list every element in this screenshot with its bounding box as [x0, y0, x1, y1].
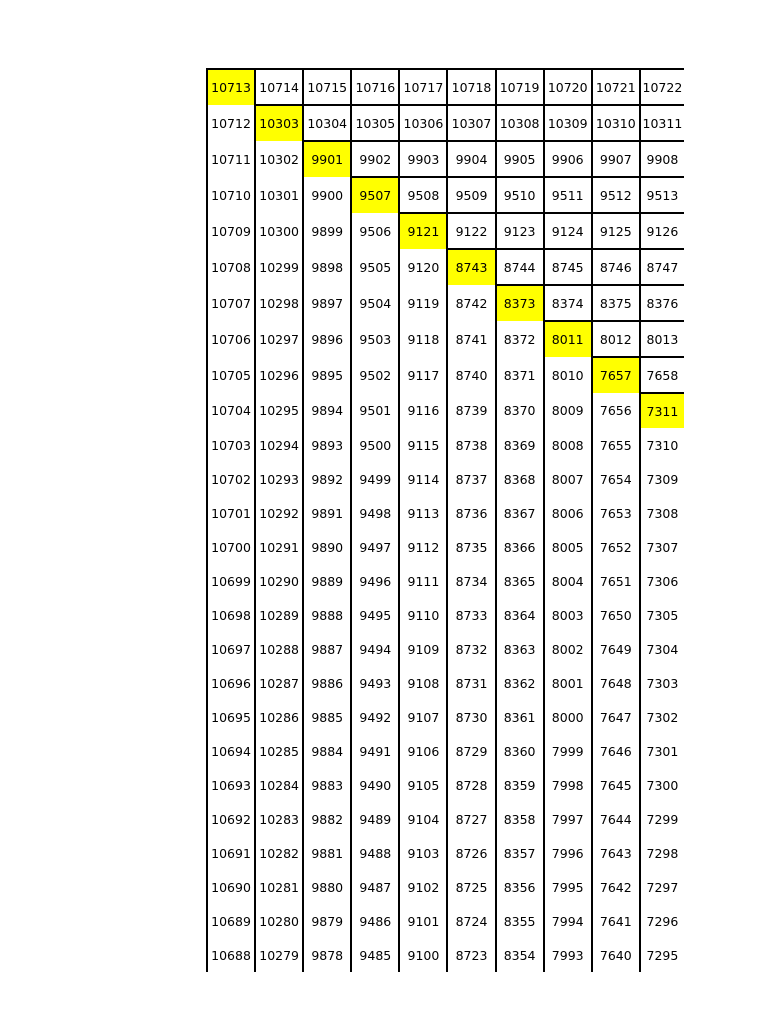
- grid-cell[interactable]: 8737: [447, 462, 495, 496]
- grid-row: [207, 357, 684, 393]
- grid-cell[interactable]: 9102: [399, 870, 447, 904]
- grid-cell[interactable]: 8009: [544, 393, 592, 428]
- grid-cell[interactable]: 7647: [592, 700, 640, 734]
- grid-cell[interactable]: 10293: [255, 462, 303, 496]
- grid-cell[interactable]: 7302: [646, 709, 679, 725]
- grid-cell[interactable]: 8732: [447, 632, 495, 666]
- grid-cell[interactable]: 9880: [303, 870, 351, 904]
- grid-cell[interactable]: 10695: [207, 700, 255, 734]
- grid-cell[interactable]: 9504: [351, 285, 399, 321]
- grid-row: [207, 321, 684, 357]
- grid-cell[interactable]: 7298: [646, 845, 679, 861]
- grid-cell[interactable]: 7642: [592, 870, 640, 904]
- grid-cell[interactable]: 8376: [640, 285, 684, 321]
- grid-cell[interactable]: 9905: [496, 141, 544, 177]
- grid-cell[interactable]: 10711: [207, 141, 255, 177]
- grid-cell[interactable]: 8007: [544, 462, 592, 496]
- grid-cell[interactable]: 8741: [447, 321, 495, 357]
- grid-cell[interactable]: 9881: [303, 836, 351, 870]
- grid-cell[interactable]: 8728: [447, 768, 495, 802]
- grid-cell[interactable]: 10709: [207, 213, 255, 249]
- grid-cell[interactable]: 10281: [255, 870, 303, 904]
- grid-cell[interactable]: 10280: [255, 904, 303, 938]
- grid-cell[interactable]: 9502: [351, 357, 399, 393]
- grid-cell[interactable]: 9494: [351, 632, 399, 666]
- grid-cell[interactable]: 9486: [351, 904, 399, 938]
- grid-cell[interactable]: 7640: [592, 938, 640, 972]
- grid-cell[interactable]: 8010: [544, 357, 592, 393]
- grid-cell[interactable]: 8733: [447, 598, 495, 632]
- grid-cell[interactable]: 10290: [255, 564, 303, 598]
- grid-cell[interactable]: 9110: [399, 598, 447, 632]
- grid-cell[interactable]: 10697: [207, 632, 255, 666]
- grid-cell[interactable]: 10308: [496, 105, 544, 141]
- grid-cell[interactable]: 7648: [592, 666, 640, 700]
- grid-cell[interactable]: 8738: [447, 428, 495, 462]
- highlighted-diagonal-cell[interactable]: 8743: [447, 249, 495, 285]
- grid-cell[interactable]: 8360: [496, 734, 544, 768]
- grid-cell[interactable]: 10704: [207, 393, 255, 428]
- grid-cell[interactable]: 10282: [255, 836, 303, 870]
- grid-cell[interactable]: 8369: [496, 428, 544, 462]
- grid-cell[interactable]: 7303: [646, 675, 679, 691]
- grid-row: [207, 393, 684, 428]
- grid-cell[interactable]: 8370: [496, 393, 544, 428]
- grid-cell[interactable]: 9904: [447, 141, 495, 177]
- grid-cell[interactable]: 8008: [544, 428, 592, 462]
- grid-cell[interactable]: 9882: [303, 802, 351, 836]
- grid-cell[interactable]: 8723: [447, 938, 495, 972]
- grid-cell[interactable]: 10304: [303, 105, 351, 141]
- spreadsheet-area: [206, 68, 684, 963]
- grid-cell[interactable]: 9493: [351, 666, 399, 700]
- grid-cell[interactable]: 7995: [544, 870, 592, 904]
- grid-cell[interactable]: 10284: [255, 768, 303, 802]
- grid-cell[interactable]: 9510: [496, 177, 544, 213]
- grid-cell[interactable]: 10693: [207, 768, 255, 802]
- grid-cell[interactable]: 10710: [207, 177, 255, 213]
- grid-cell[interactable]: 9103: [399, 836, 447, 870]
- grid-cell[interactable]: 9108: [399, 666, 447, 700]
- grid-cell[interactable]: 9498: [351, 496, 399, 530]
- grid-cell[interactable]: 8364: [496, 598, 544, 632]
- grid-cell[interactable]: 7645: [592, 768, 640, 802]
- grid-cell[interactable]: 9485: [351, 938, 399, 972]
- grid-cell[interactable]: 9495: [351, 598, 399, 632]
- grid-cell[interactable]: 7643: [592, 836, 640, 870]
- grid-row: [207, 69, 684, 105]
- grid-cell[interactable]: 9114: [399, 462, 447, 496]
- grid-cell[interactable]: 10706: [207, 321, 255, 357]
- grid-cell[interactable]: 7307: [646, 539, 679, 555]
- grid-cell[interactable]: 8366: [496, 530, 544, 564]
- grid-cell[interactable]: 10285: [255, 734, 303, 768]
- grid-cell[interactable]: 7652: [592, 530, 640, 564]
- grid-row: [207, 768, 684, 802]
- grid-cell[interactable]: 10295: [255, 393, 303, 428]
- grid-cell[interactable]: 9506: [351, 213, 399, 249]
- grid-cell[interactable]: 7997: [544, 802, 592, 836]
- grid-cell[interactable]: 9126: [640, 213, 684, 249]
- grid-cell[interactable]: 10699: [207, 564, 255, 598]
- grid-cell[interactable]: 10696: [207, 666, 255, 700]
- grid-cell[interactable]: 8013: [640, 321, 684, 357]
- grid-cell[interactable]: 9491: [351, 734, 399, 768]
- grid-cell[interactable]: 9907: [592, 141, 640, 177]
- highlighted-diagonal-cell[interactable]: 10303: [255, 105, 303, 141]
- grid-row: [207, 213, 684, 249]
- grid-cell[interactable]: 10301: [255, 177, 303, 213]
- grid-cell[interactable]: 9497: [351, 530, 399, 564]
- grid-cell[interactable]: 10721: [592, 69, 640, 105]
- grid-cell[interactable]: 10305: [351, 105, 399, 141]
- grid-cell[interactable]: 9113: [399, 496, 447, 530]
- grid-cell[interactable]: 8739: [447, 393, 495, 428]
- grid-cell[interactable]: 9878: [303, 938, 351, 972]
- grid-cell[interactable]: 10283: [255, 802, 303, 836]
- grid-cell[interactable]: 9903: [399, 141, 447, 177]
- grid-cell[interactable]: 9118: [399, 321, 447, 357]
- grid-row: [207, 632, 684, 666]
- grid-cell[interactable]: 8736: [447, 496, 495, 530]
- grid-cell[interactable]: 8375: [592, 285, 640, 321]
- grid-row: [207, 462, 684, 496]
- grid-row: [207, 530, 684, 564]
- grid-row: [207, 285, 684, 321]
- grid-row: [207, 836, 684, 870]
- grid-cell[interactable]: 7994: [544, 904, 592, 938]
- grid-cell[interactable]: 10692: [207, 802, 255, 836]
- grid-cell[interactable]: 9512: [592, 177, 640, 213]
- grid-row: [207, 734, 684, 768]
- grid-cell[interactable]: 9508: [399, 177, 447, 213]
- grid-cell[interactable]: 7300: [646, 777, 679, 793]
- grid-row: [207, 938, 684, 972]
- grid-cell[interactable]: 9107: [399, 700, 447, 734]
- grid-cell[interactable]: 10719: [496, 69, 544, 105]
- grid-cell[interactable]: 8354: [496, 938, 544, 972]
- grid-cell[interactable]: 7310: [646, 437, 679, 453]
- grid-cell[interactable]: 9105: [399, 768, 447, 802]
- grid-row: [207, 141, 684, 177]
- grid-cell[interactable]: 9893: [303, 428, 351, 462]
- grid-cell[interactable]: 8365: [496, 564, 544, 598]
- grid-cell[interactable]: 10289: [255, 598, 303, 632]
- grid-row: [207, 802, 684, 836]
- grid-cell[interactable]: 8004: [544, 564, 592, 598]
- grid-row: [207, 177, 684, 213]
- grid-cell[interactable]: 8726: [447, 836, 495, 870]
- grid-cell[interactable]: 7309: [646, 471, 679, 487]
- grid-cell[interactable]: 9120: [399, 249, 447, 285]
- grid-cell[interactable]: 8724: [447, 904, 495, 938]
- grid-cell[interactable]: 9891: [303, 496, 351, 530]
- grid-cell[interactable]: 8371: [496, 357, 544, 393]
- grid-cell[interactable]: 10310: [592, 105, 640, 141]
- grid-cell[interactable]: 8006: [544, 496, 592, 530]
- grid-cell[interactable]: 10714: [255, 69, 303, 105]
- grid-cell[interactable]: 9490: [351, 768, 399, 802]
- grid-cell[interactable]: 8727: [447, 802, 495, 836]
- grid-cell[interactable]: 9897: [303, 285, 351, 321]
- grid-cell[interactable]: 9899: [303, 213, 351, 249]
- grid-cell[interactable]: 7644: [592, 802, 640, 836]
- grid-cell[interactable]: 9117: [399, 357, 447, 393]
- grid-cell[interactable]: 7996: [544, 836, 592, 870]
- grid-cell[interactable]: 9892: [303, 462, 351, 496]
- highlighted-diagonal-cell[interactable]: 9901: [303, 141, 351, 177]
- grid-cell[interactable]: 7646: [592, 734, 640, 768]
- number-grid: [206, 68, 684, 972]
- grid-cell[interactable]: 10698: [207, 598, 255, 632]
- grid-cell[interactable]: 10718: [447, 69, 495, 105]
- grid-cell[interactable]: 10279: [255, 938, 303, 972]
- grid-cell[interactable]: 7299: [646, 811, 679, 827]
- grid-cell[interactable]: 9505: [351, 249, 399, 285]
- grid-cell[interactable]: 10309: [544, 105, 592, 141]
- grid-cell[interactable]: 9900: [303, 177, 351, 213]
- grid-cell[interactable]: 10294: [255, 428, 303, 462]
- grid-cell[interactable]: 9890: [303, 530, 351, 564]
- grid-row: [207, 700, 684, 734]
- grid-cell[interactable]: 10712: [207, 105, 255, 141]
- grid-cell[interactable]: 7655: [592, 428, 640, 462]
- grid-cell[interactable]: 8374: [544, 285, 592, 321]
- highlighted-diagonal-cell[interactable]: 9507: [351, 177, 399, 213]
- grid-cell[interactable]: 9884: [303, 734, 351, 768]
- grid-cell[interactable]: 7301: [646, 743, 679, 759]
- grid-cell[interactable]: 10297: [255, 321, 303, 357]
- grid-cell[interactable]: 9500: [351, 428, 399, 462]
- grid-cell[interactable]: 9501: [351, 393, 399, 428]
- grid-cell[interactable]: 9885: [303, 700, 351, 734]
- grid-cell[interactable]: 9888: [303, 598, 351, 632]
- grid-cell[interactable]: 8745: [544, 249, 592, 285]
- grid-cell[interactable]: 7993: [544, 938, 592, 972]
- grid-body: [207, 69, 684, 972]
- grid-cell[interactable]: 10708: [207, 249, 255, 285]
- grid-cell[interactable]: 9908: [640, 141, 684, 177]
- grid-cell[interactable]: 8362: [496, 666, 544, 700]
- grid-cell[interactable]: 7304: [646, 641, 679, 657]
- grid-cell[interactable]: 9487: [351, 870, 399, 904]
- grid-cell[interactable]: 10299: [255, 249, 303, 285]
- grid-cell[interactable]: 8746: [592, 249, 640, 285]
- grid-row: [207, 904, 684, 938]
- grid-cell[interactable]: 10311: [640, 105, 684, 141]
- grid-cell[interactable]: 8002: [544, 632, 592, 666]
- grid-cell[interactable]: 9511: [544, 177, 592, 213]
- grid-cell[interactable]: 10720: [544, 69, 592, 105]
- grid-cell[interactable]: 10705: [207, 357, 255, 393]
- highlighted-diagonal-cell[interactable]: 10713: [207, 69, 255, 105]
- grid-cell[interactable]: 9109: [399, 632, 447, 666]
- grid-cell[interactable]: 10717: [399, 69, 447, 105]
- grid-cell[interactable]: 10689: [207, 904, 255, 938]
- grid-cell[interactable]: 10302: [255, 141, 303, 177]
- grid-cell[interactable]: 9488: [351, 836, 399, 870]
- grid-cell[interactable]: 10288: [255, 632, 303, 666]
- grid-cell[interactable]: 9883: [303, 768, 351, 802]
- grid-cell[interactable]: 8355: [496, 904, 544, 938]
- grid-cell[interactable]: 8731: [447, 666, 495, 700]
- grid-cell[interactable]: 8742: [447, 285, 495, 321]
- highlighted-diagonal-cell[interactable]: 7311: [640, 393, 684, 428]
- grid-cell[interactable]: 10286: [255, 700, 303, 734]
- grid-cell[interactable]: 9125: [592, 213, 640, 249]
- grid-cell[interactable]: 7641: [592, 904, 640, 938]
- grid-cell[interactable]: 8729: [447, 734, 495, 768]
- grid-cell[interactable]: 8372: [496, 321, 544, 357]
- grid-cell[interactable]: 9119: [399, 285, 447, 321]
- grid-cell[interactable]: 7653: [592, 496, 640, 530]
- grid-row: [207, 428, 684, 462]
- grid-cell[interactable]: 8000: [544, 700, 592, 734]
- grid-cell[interactable]: 7658: [640, 357, 684, 393]
- grid-cell[interactable]: 10690: [207, 870, 255, 904]
- grid-cell[interactable]: 10694: [207, 734, 255, 768]
- grid-cell[interactable]: 10691: [207, 836, 255, 870]
- grid-cell[interactable]: 8359: [496, 768, 544, 802]
- grid-cell[interactable]: 9894: [303, 393, 351, 428]
- grid-cell[interactable]: 7651: [592, 564, 640, 598]
- grid-cell[interactable]: 8740: [447, 357, 495, 393]
- grid-row: [207, 249, 684, 285]
- grid-cell[interactable]: 10292: [255, 496, 303, 530]
- grid-cell[interactable]: 9902: [351, 141, 399, 177]
- grid-cell[interactable]: 8725: [447, 870, 495, 904]
- grid-cell[interactable]: 10707: [207, 285, 255, 321]
- grid-cell[interactable]: 7297: [646, 879, 679, 895]
- grid-cell[interactable]: 7998: [544, 768, 592, 802]
- grid-cell[interactable]: 9124: [544, 213, 592, 249]
- grid-row: [207, 666, 684, 700]
- grid-cell[interactable]: 9499: [351, 462, 399, 496]
- grid-cell[interactable]: 9886: [303, 666, 351, 700]
- grid-cell[interactable]: 9509: [447, 177, 495, 213]
- grid-cell[interactable]: 8003: [544, 598, 592, 632]
- grid-row: [207, 564, 684, 598]
- grid-cell[interactable]: 10722: [640, 69, 684, 105]
- highlighted-diagonal-cell[interactable]: 8373: [496, 285, 544, 321]
- grid-cell[interactable]: 7649: [592, 632, 640, 666]
- grid-cell[interactable]: 9112: [399, 530, 447, 564]
- grid-cell[interactable]: 9492: [351, 700, 399, 734]
- grid-cell[interactable]: 9906: [544, 141, 592, 177]
- grid-cell[interactable]: 7305: [646, 607, 679, 623]
- grid-cell[interactable]: 9503: [351, 321, 399, 357]
- grid-cell[interactable]: 8357: [496, 836, 544, 870]
- grid-cell[interactable]: 8744: [496, 249, 544, 285]
- grid-cell[interactable]: 10702: [207, 462, 255, 496]
- grid-cell[interactable]: 8730: [447, 700, 495, 734]
- grid-cell[interactable]: 7654: [592, 462, 640, 496]
- grid-cell[interactable]: 10715: [303, 69, 351, 105]
- grid-cell[interactable]: 10296: [255, 357, 303, 393]
- grid-cell[interactable]: 10291: [255, 530, 303, 564]
- grid-cell[interactable]: 9496: [351, 564, 399, 598]
- grid-cell[interactable]: 8368: [496, 462, 544, 496]
- grid-cell[interactable]: 8001: [544, 666, 592, 700]
- grid-cell[interactable]: 9111: [399, 564, 447, 598]
- grid-cell[interactable]: 9116: [399, 393, 447, 428]
- grid-cell[interactable]: 9898: [303, 249, 351, 285]
- grid-cell[interactable]: 8361: [496, 700, 544, 734]
- grid-cell[interactable]: 10287: [255, 666, 303, 700]
- grid-row: [207, 496, 684, 530]
- grid-cell[interactable]: 8735: [447, 530, 495, 564]
- grid-cell[interactable]: 9887: [303, 632, 351, 666]
- highlighted-diagonal-cell[interactable]: 8011: [544, 321, 592, 357]
- grid-cell[interactable]: 8356: [496, 870, 544, 904]
- grid-cell[interactable]: 10306: [399, 105, 447, 141]
- grid-cell[interactable]: 10701: [207, 496, 255, 530]
- highlighted-diagonal-cell[interactable]: 9121: [399, 213, 447, 249]
- grid-cell[interactable]: 7656: [592, 393, 640, 428]
- grid-cell[interactable]: 9122: [447, 213, 495, 249]
- grid-row: [207, 598, 684, 632]
- grid-cell[interactable]: 9489: [351, 802, 399, 836]
- grid-cell[interactable]: 10307: [447, 105, 495, 141]
- grid-cell[interactable]: 9896: [303, 321, 351, 357]
- grid-cell[interactable]: 10300: [255, 213, 303, 249]
- grid-cell[interactable]: 9513: [640, 177, 684, 213]
- grid-cell[interactable]: 8747: [640, 249, 684, 285]
- grid-cell[interactable]: 7306: [646, 573, 679, 589]
- grid-cell[interactable]: 9115: [399, 428, 447, 462]
- grid-cell[interactable]: 9889: [303, 564, 351, 598]
- grid-cell[interactable]: 9101: [399, 904, 447, 938]
- grid-cell[interactable]: 8734: [447, 564, 495, 598]
- grid-cell[interactable]: 10703: [207, 428, 255, 462]
- grid-cell[interactable]: 8012: [592, 321, 640, 357]
- grid-cell[interactable]: 8367: [496, 496, 544, 530]
- grid-cell[interactable]: 8005: [544, 530, 592, 564]
- grid-cell[interactable]: 7308: [646, 505, 679, 521]
- grid-cell[interactable]: 9100: [399, 938, 447, 972]
- grid-cell[interactable]: 9895: [303, 357, 351, 393]
- grid-row: [207, 105, 684, 141]
- highlighted-diagonal-cell[interactable]: 7657: [592, 357, 640, 393]
- grid-cell[interactable]: 9106: [399, 734, 447, 768]
- grid-cell[interactable]: 7650: [592, 598, 640, 632]
- grid-cell[interactable]: 8363: [496, 632, 544, 666]
- grid-cell[interactable]: 10716: [351, 69, 399, 105]
- grid-cell[interactable]: 9879: [303, 904, 351, 938]
- grid-row: [207, 870, 684, 904]
- grid-cell[interactable]: 10700: [207, 530, 255, 564]
- grid-cell[interactable]: 10298: [255, 285, 303, 321]
- grid-cell[interactable]: 8358: [496, 802, 544, 836]
- grid-cell[interactable]: 9123: [496, 213, 544, 249]
- grid-cell[interactable]: 10688: [207, 938, 255, 972]
- grid-cell[interactable]: 9104: [399, 802, 447, 836]
- grid-cell[interactable]: 7999: [544, 734, 592, 768]
- grid-cell[interactable]: 7295: [646, 947, 679, 963]
- grid-cell[interactable]: 7296: [646, 913, 679, 929]
